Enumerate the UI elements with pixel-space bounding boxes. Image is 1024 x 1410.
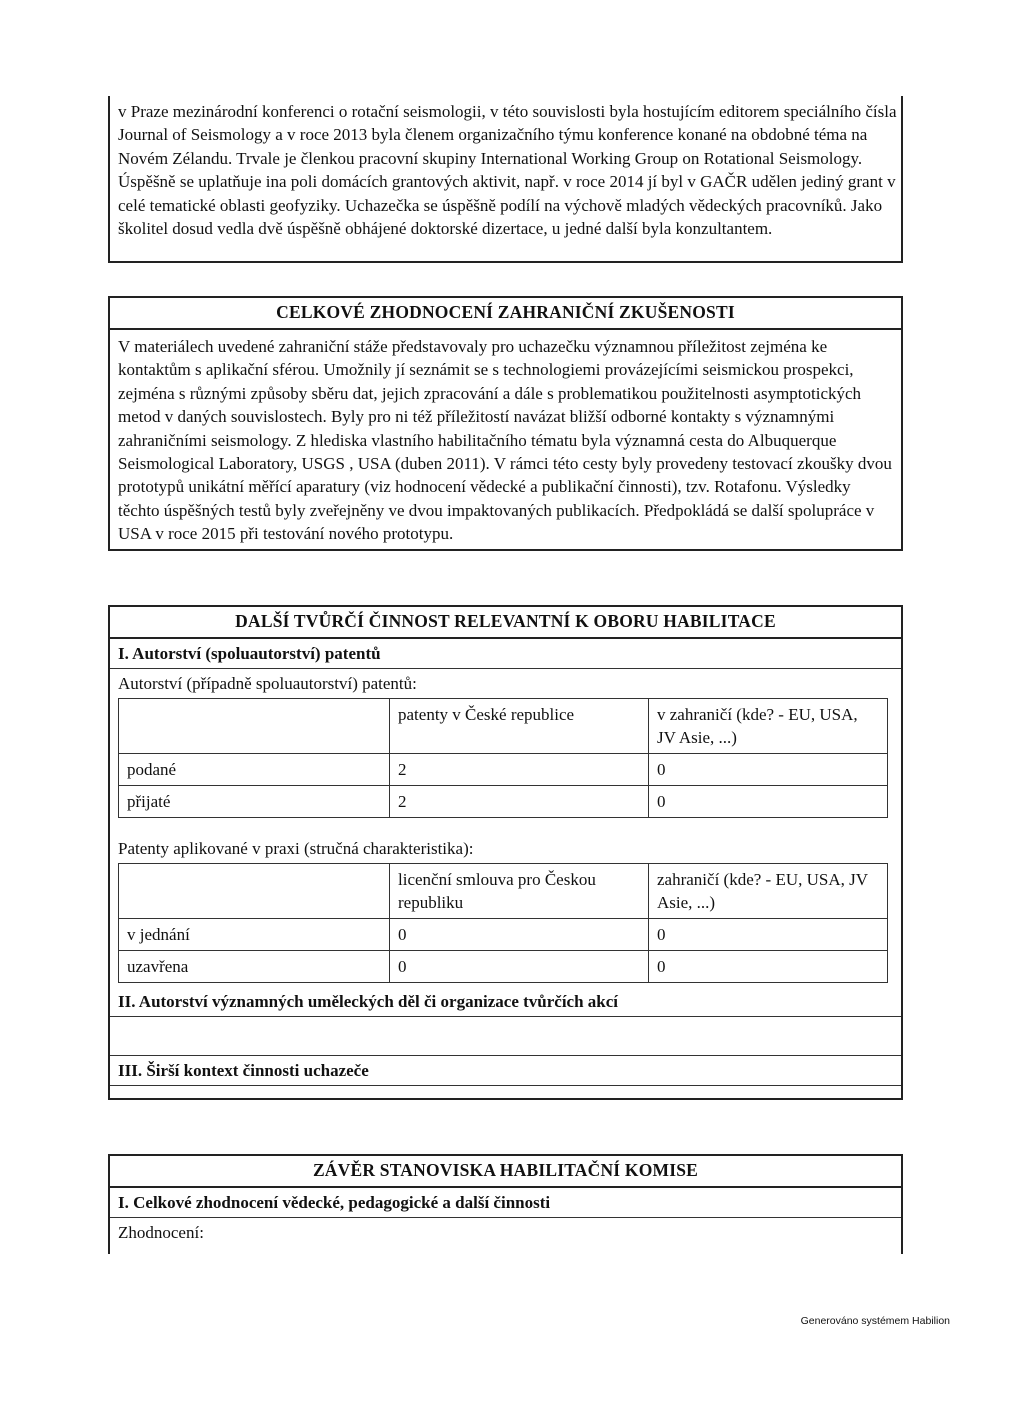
table-cell: 2 [390, 754, 649, 786]
table-cell: 2 [390, 786, 649, 818]
evaluation-label: Zhodnocení: [118, 1223, 204, 1242]
table-cell: 0 [649, 754, 888, 786]
applied-patents-table [118, 863, 888, 983]
context-empty-field [110, 1086, 901, 1098]
patents-section-title: I. Autorství (spoluautorství) patentů [118, 644, 381, 663]
commission-conclusion-section [108, 1154, 903, 1254]
creative-activity-heading: DALŠÍ TVŮRČÍ ČINNOST RELEVANTNÍ K OBORU HABILITACE [235, 611, 776, 631]
artworks-empty-field [110, 1017, 901, 1055]
intro-paragraph: v Praze mezinárodní konferenci o rotační seismologii, v této souvislosti byla hostujícím editorem speciálního čísla Journal of Seismology a v roce 2013 byla členem organizačního týmu konference konané na obdobné téma na Novém Zélandu. Trvale je členkou pracovní skupiny International Working Group on Rotational Seismology. Úspěšně se uplatňuje ina poli domácích grantových aktivit, např. v roce 2014 jí byl v GAČR udělen jediný grant v celé tematické oblasti geofyziky. Uchazečka se úspěšně podílí na výchově mladých vědeckých pracovníků. Jako školitel dosud vedla dvě úspěšně obhájené doktorské dizertace, u jedné další byla konzultantem. [118, 102, 897, 239]
table-row [119, 786, 888, 818]
overall-evaluation-title: I. Celkové zhodnocení vědecké, pedagogické a další činnosti [118, 1193, 551, 1212]
table-header-cell: v zahraničí (kde? - EU, USA, JV Asie, ...) [649, 699, 888, 754]
conclusion-heading: ZÁVĚR STANOVISKA HABILITAČNÍ KOMISE [312, 1160, 699, 1180]
foreign-experience-text: V materiálech uvedené zahraniční stáže představovaly pro uchazečku významnou příležitost zejména ke kontaktům s aplikační sférou. Umožnily jí seznámit se s technologiemi provázejícími seismickou prospekci, zejména s různými způsoby sběru dat, jejich zpracování a dále s problematikou použitelnosti asymptotických metod v daných souvislostech. Byly pro ni též příležitostí navázat bližší odborné kontakty s významnými zahraničními seismology. Z hlediska vlastního habilitačního tématu byla významná cesta do Albuquerque Seismological Laboratory, USGS , USA (duben 2011). V rámci této cesty byly provedeny testovací zkoušky dvou prototypů unikátní měřící aparatury (viz hodnocení vědecké a publikační činnosti), tzv. Rotafonu. Výsledky těchto úspěšných testů byly zveřejněny ve dvou impaktovaných publikacích. Předpokládá se další spolupráce v USA v roce 2015 při testování nového prototypu. [118, 337, 892, 544]
table-row [119, 951, 888, 983]
foreign-experience-heading: CELKOVÉ ZHODNOCENÍ ZAHRANIČNÍ ZKUŠENOSTI [276, 302, 735, 322]
table-cell: 0 [390, 919, 649, 951]
table-cell [119, 864, 390, 919]
intro-block [108, 96, 903, 263]
artworks-section-title: II. Autorství významných uměleckých děl či organizace tvůrčích akcí [118, 992, 619, 1011]
context-section-title: III. Širší kontext činnosti uchazeče [118, 1061, 369, 1080]
generated-by-footer: Generováno systémem Habilion [800, 1315, 950, 1327]
foreign-experience-section [108, 296, 903, 551]
patents-table [118, 698, 888, 818]
table-cell: přijaté [119, 786, 390, 818]
table-cell: 0 [649, 951, 888, 983]
table-header-cell: zahraničí (kde? - EU, USA, JV Asie, ...) [649, 864, 888, 919]
table-cell [119, 699, 390, 754]
table-cell: 0 [649, 919, 888, 951]
table-cell: v jednání [119, 919, 390, 951]
applied-patents-label: Patenty aplikované v praxi (stručná charakteristika): [118, 839, 474, 858]
table-header-cell: licenční smlouva pro Českou republiku [390, 864, 649, 919]
table-header-cell: patenty v České republice [390, 699, 649, 754]
table-cell: 0 [649, 786, 888, 818]
table-row [119, 919, 888, 951]
table-cell: 0 [390, 951, 649, 983]
patents-label: Autorství (případně spoluautorství) patentů: [118, 674, 417, 693]
table-cell: podané [119, 754, 390, 786]
creative-activity-section [108, 605, 903, 1100]
table-cell: uzavřena [119, 951, 390, 983]
table-row [119, 754, 888, 786]
table-header-row [119, 699, 888, 754]
table-header-row [119, 864, 888, 919]
